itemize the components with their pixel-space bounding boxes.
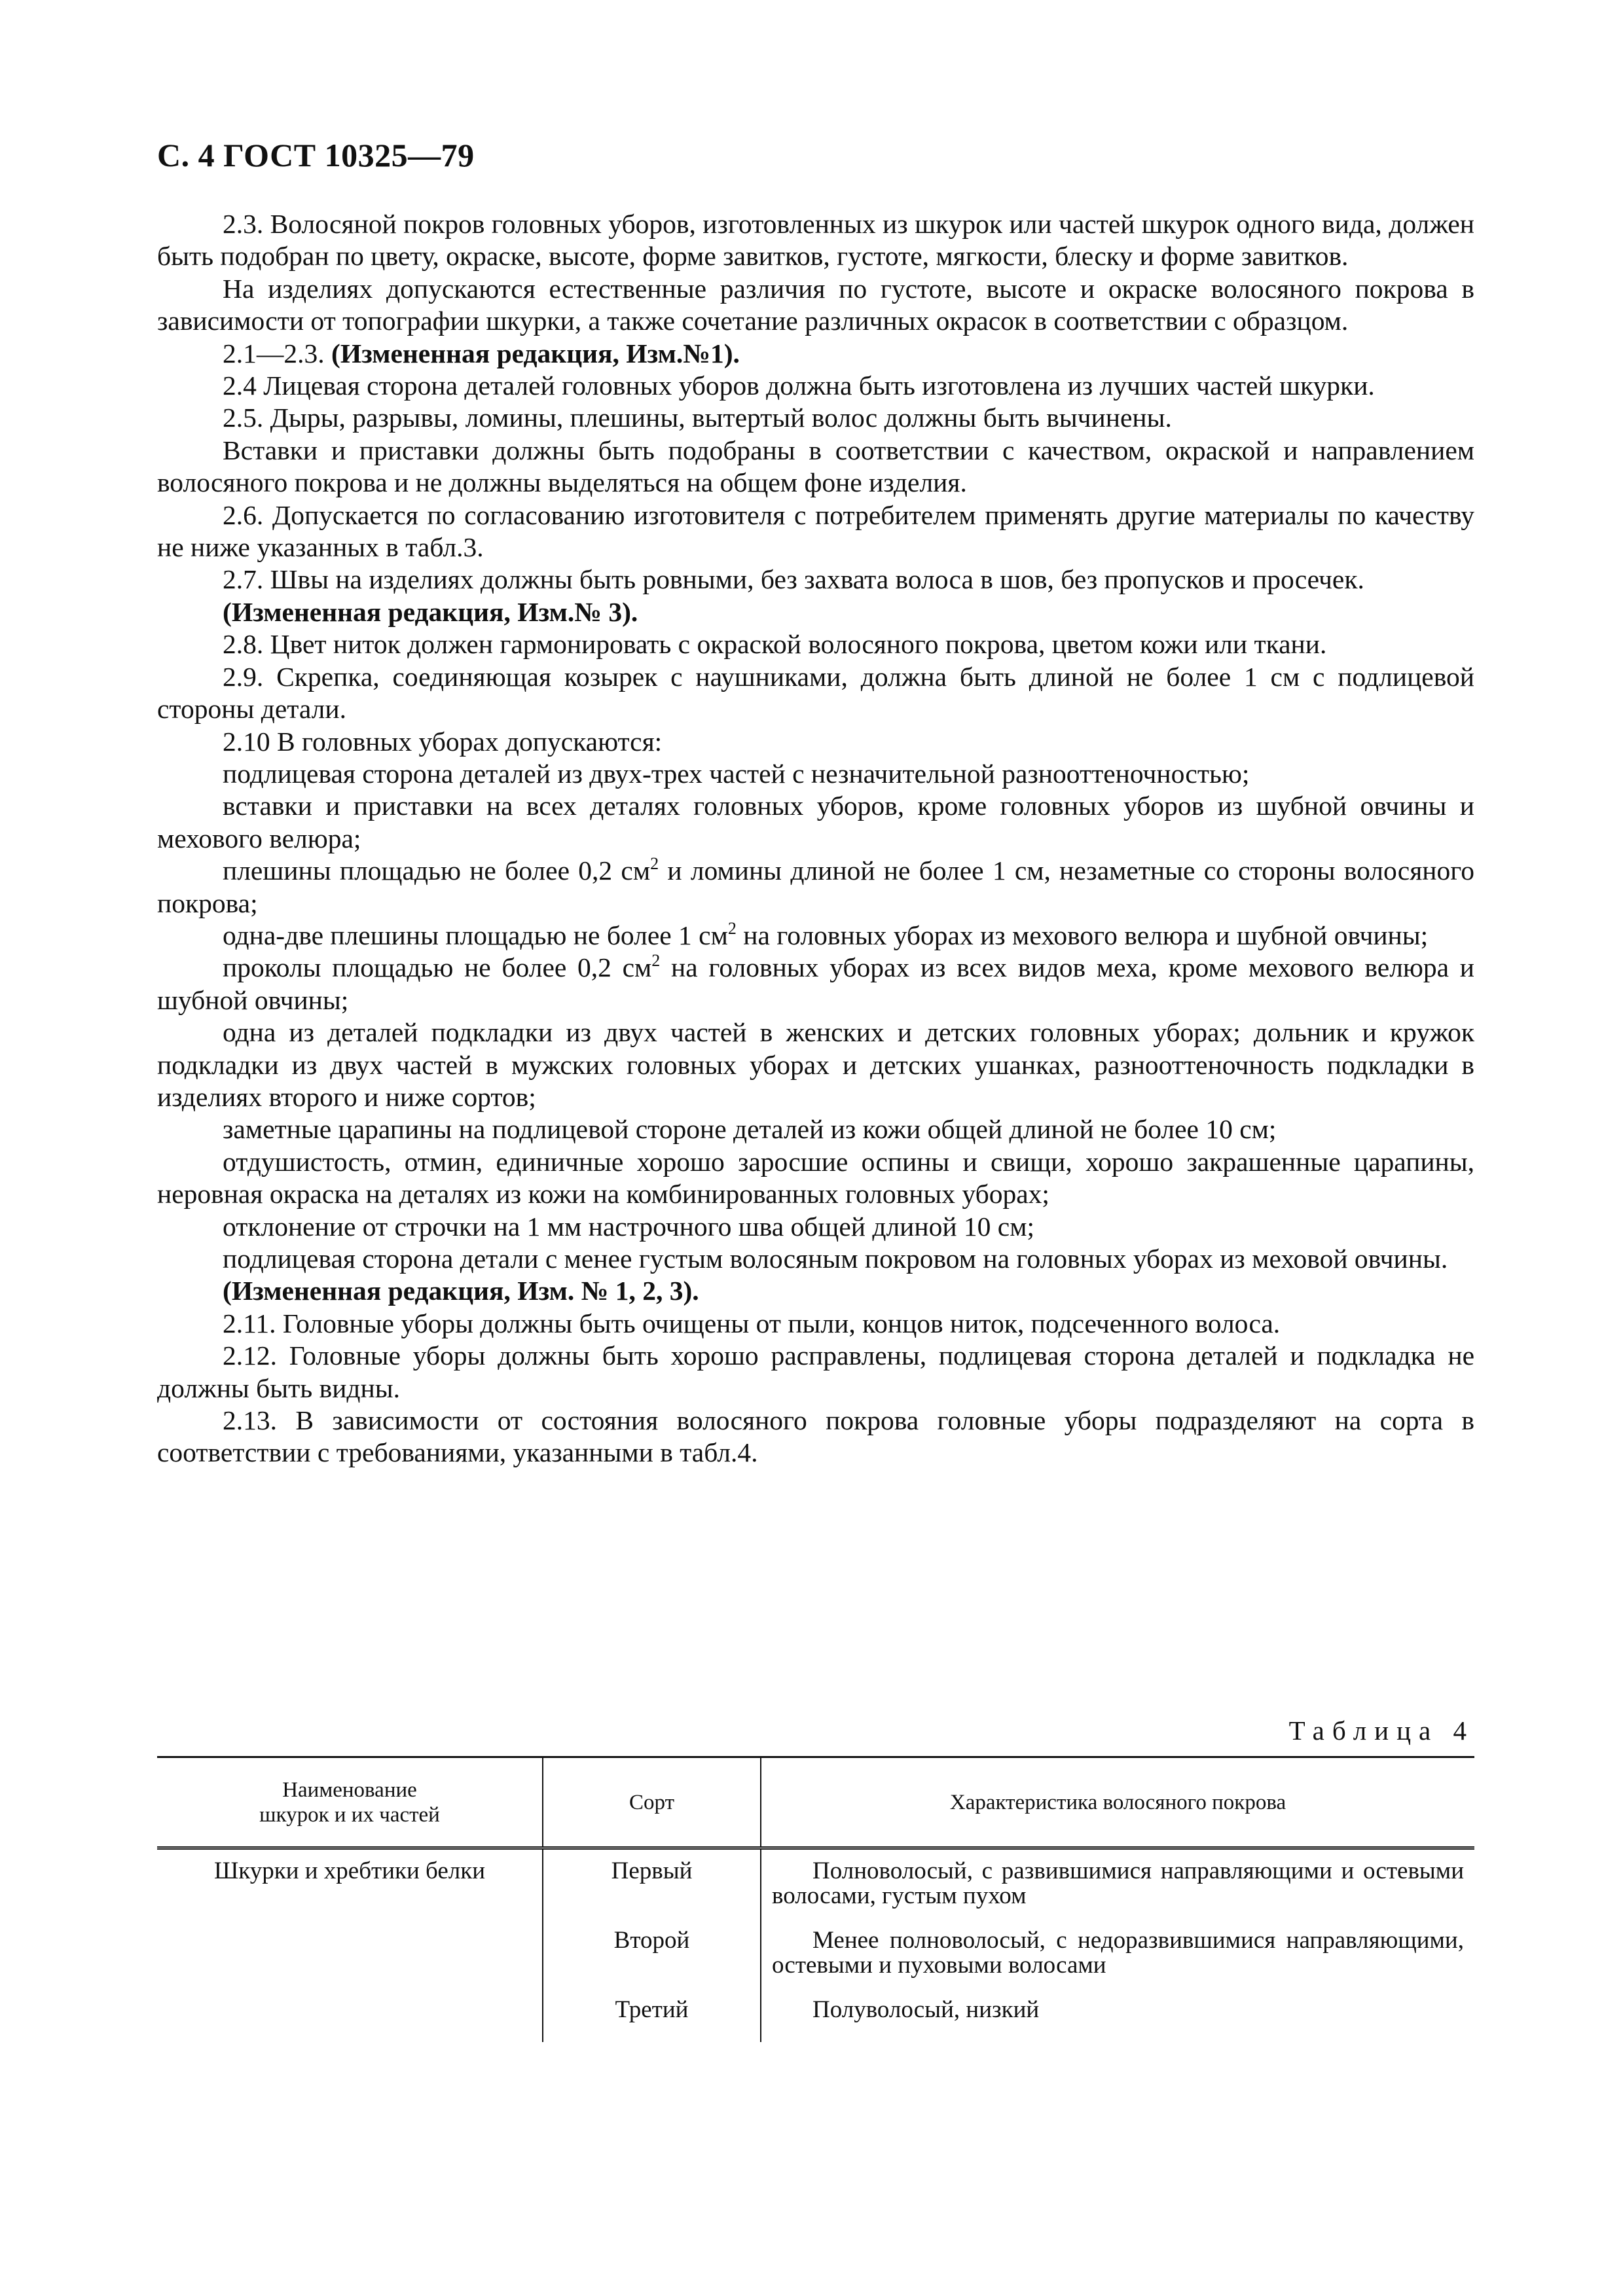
paragraph-2-7: 2.7. Швы на изделиях должны быть ровными, без захвата волоса в шов, без пропусков и просечек. — [223, 564, 1364, 595]
cell-description — [761, 1848, 1474, 1920]
list-item-text: проколы площадью не более 0,2 см — [223, 952, 652, 983]
superscript: 2 — [727, 918, 737, 938]
column-header-description: Характеристика волосяного покрова — [761, 1757, 1474, 1848]
cell-grade: Третий — [543, 1988, 761, 2042]
cell-description-text: Полноволосый, с развившимися направляющими и остевыми волосами, густым пухом — [772, 1857, 1464, 1909]
list-item: вставки и приставки на всех деталях головных уборов, кроме головных уборов из шубной овчины и мехового велюра; — [157, 791, 1474, 853]
table-header-row — [157, 1757, 1474, 1848]
paragraph-2-4: 2.4 Лицевая сторона деталей головных уборов должна быть изготовлена из лучших частей шкурки. — [223, 370, 1375, 401]
list-item: подлицевая сторона деталей из двух-трех частей с незначительной разнооттеночностью; — [223, 758, 1250, 789]
paragraph-2-3: 2.3. Волосяной покров головных уборов, изготовленных из шкурок или частей шкурок одного вида, должен быть подобран по цвету, окраске, высоте, форме завитков, густоте, мягкости, блеску и форме завитков. — [157, 209, 1474, 272]
paragraph-natural-differences: На изделиях допускаются естественные различия по густоте, высоте и окраске волосяного покрова в зависимости от топографии шкурки, а также сочетание различных окрасок в соответствии с образцом. — [157, 273, 1474, 336]
paragraph-2-5: 2.5. Дыры, разрывы, ломины, плешины, вытертый волос должны быть вычинены. — [223, 403, 1172, 433]
amendment-note-1 — [157, 338, 1474, 370]
amendment-note-3: (Измененная редакция, Изм.№ 3). — [223, 596, 638, 627]
cell-grade: Второй — [543, 1919, 761, 1988]
list-item-text: одна-две плешины площадью не более 1 см — [223, 920, 728, 950]
paragraph-2-9: 2.9. Скрепка, соединяющая козырек с наушниками, должна быть длиной не более 1 см с подлицевой стороны детали. — [157, 661, 1474, 725]
cell-grade: Первый — [543, 1848, 761, 1920]
list-item: одна из деталей подкладки из двух частей в женских и детских головных уборах; дольник и кружок подкладки из двух частей в мужских головных уборах и детских ушанках, разнооттеночность подкладки в изделиях второго и ниже сортов; — [157, 1017, 1474, 1112]
table-row — [157, 1848, 1474, 1920]
body-text — [157, 208, 1474, 1469]
superscript: 2 — [650, 854, 659, 874]
page-header: С. 4 ГОСТ 10325—79 — [157, 137, 475, 173]
table-4 — [157, 1756, 1474, 2042]
column-header-grade: Сорт — [543, 1757, 761, 1848]
amendment-note-1-2-3: (Измененная редакция, Изм. № 1, 2, 3). — [223, 1276, 699, 1306]
list-item-text: и ломины длиной не более 1 см, незаметные со стороны волосяного покрова; — [157, 855, 1474, 918]
cell-description-text: Менее полноволосый, с недоразвившимися направляющими, остевыми и пуховыми волосами — [772, 1927, 1464, 1979]
paragraph-2-10: 2.10 В головных уборах допускаются: — [223, 726, 663, 757]
list-item — [157, 855, 1474, 920]
list-item: заметные царапины на подлицевой стороне деталей из кожи общей длиной не более 10 см; — [223, 1114, 1277, 1145]
list-item: отдушистость, отмин, единичные хорошо заросшие оспины и свищи, хорошо закрашенные царапины, неровная окраска на деталях из кожи на комбинированных головных уборах; — [157, 1146, 1474, 1210]
table-row — [157, 1988, 1474, 2042]
amendment-text: (Измененная редакция, Изм.№1). — [331, 338, 740, 368]
cell-description — [761, 1988, 1474, 2042]
list-item-text: на головных уборах из всех видов меха, кроме мехового велюра и шубной овчины; — [157, 952, 1475, 1015]
cell-name — [157, 1919, 543, 1988]
cell-description — [761, 1919, 1474, 1988]
list-item-text: плешины площадью не более 0,2 см — [223, 855, 651, 886]
table-caption: Таблица 4 — [1288, 1715, 1474, 1746]
paragraph-2-11: 2.11. Головные уборы должны быть очищены от пыли, концов ниток, подсеченного волоса. — [223, 1308, 1281, 1338]
column-header-name-text: Наименование шкурок и их частей — [259, 1778, 440, 1827]
paragraph-2-12: 2.12. Головные уборы должны быть хорошо расправлены, подлицевая сторона деталей и подкладка не должны быть видны. — [157, 1340, 1474, 1403]
paragraph-2-13: 2.13. В зависимости от состояния волосяного покрова головные уборы подразделяют на сорта в соответствии с требованиями, указанными в табл.4. — [157, 1405, 1474, 1468]
column-header-name — [157, 1757, 543, 1848]
list-item — [157, 920, 1474, 952]
list-item — [157, 952, 1474, 1016]
list-item-text: на головных уборах из мехового велюра и шубной овчины; — [736, 920, 1429, 950]
paragraph-inserts: Вставки и приставки должны быть подобраны в соответствии с качеством, окраской и направлением волосяного покрова и не должны выделяться на общем фоне изделия. — [157, 435, 1474, 498]
amendment-number: 2.1—2.3. — [223, 338, 325, 368]
table-row — [157, 1919, 1474, 1988]
cell-name: Шкурки и хребтики белки — [213, 1857, 486, 1884]
paragraph-2-8: 2.8. Цвет ниток должен гармонировать с окраской волосяного покрова, цветом кожи или ткани. — [223, 629, 1327, 660]
cell-description-text: Полуволосый, низкий — [812, 1996, 1040, 2023]
cell-name — [157, 1988, 543, 2042]
paragraph-2-6: 2.6. Допускается по согласованию изготовителя с потребителем применять другие материалы по качеству не ниже указанных в табл.3. — [157, 499, 1474, 563]
superscript: 2 — [651, 951, 661, 971]
list-item: отклонение от строчки на 1 мм настрочного шва общей длиной 10 см; — [223, 1211, 1034, 1242]
list-item: подлицевая сторона детали с менее густым волосяным покровом на головных уборах из меховой овчины. — [223, 1244, 1448, 1274]
